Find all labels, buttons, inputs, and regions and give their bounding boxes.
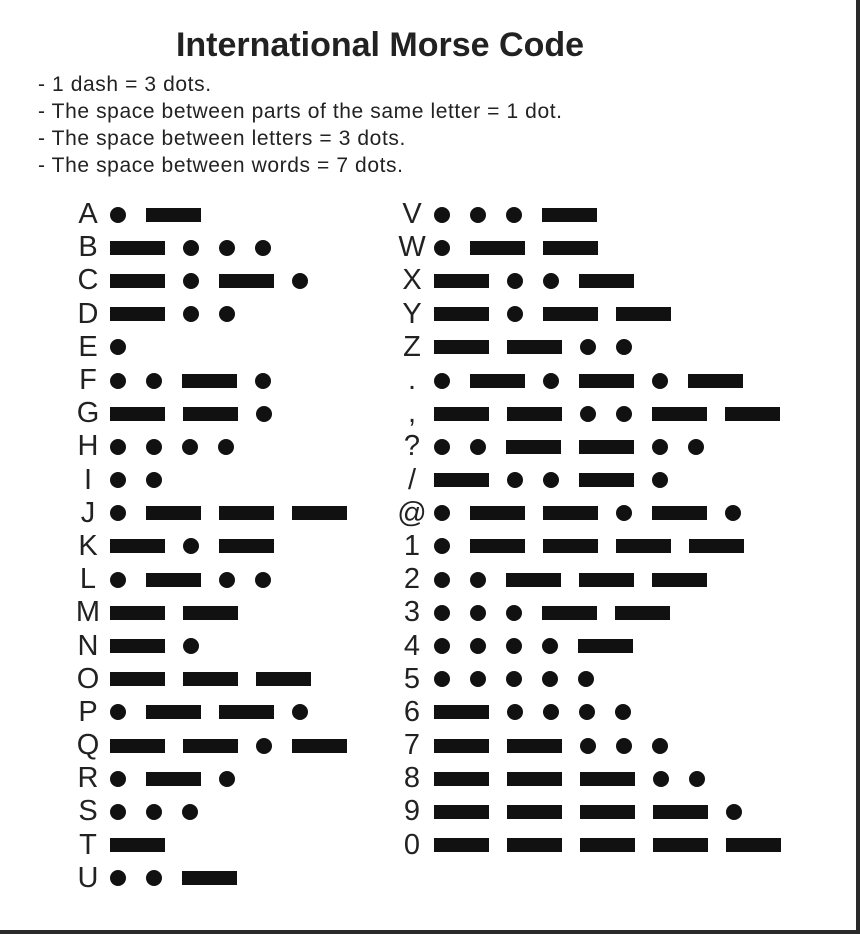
morse-code-sequence — [434, 464, 688, 497]
morse-dash — [543, 241, 598, 255]
note-line: - 1 dash = 3 dots. — [38, 73, 212, 96]
morse-row — [66, 464, 365, 497]
morse-dash — [507, 805, 562, 819]
morse-row — [390, 563, 799, 596]
morse-dot — [653, 771, 669, 787]
morse-code-sequence — [434, 331, 652, 364]
morse-symbol: 8 — [403, 762, 421, 795]
morse-symbol: B — [78, 231, 98, 264]
morse-dash — [256, 672, 311, 686]
morse-row — [66, 298, 365, 331]
morse-dash — [434, 407, 489, 421]
right-code-column — [390, 198, 799, 862]
morse-dash — [110, 739, 165, 753]
morse-dash — [182, 374, 237, 388]
morse-symbol: 3 — [403, 596, 421, 629]
morse-dash — [219, 705, 274, 719]
morse-code-sequence — [110, 829, 183, 862]
morse-dash — [543, 307, 598, 321]
morse-dash — [579, 274, 634, 288]
morse-dot — [146, 439, 162, 455]
morse-dash — [507, 772, 562, 786]
morse-dot — [580, 339, 596, 355]
morse-dot — [146, 472, 162, 488]
morse-dash — [542, 606, 597, 620]
morse-dot — [292, 704, 308, 720]
morse-symbol: A — [78, 198, 98, 231]
morse-dash — [110, 274, 165, 288]
morse-row — [390, 530, 799, 563]
morse-dot — [543, 273, 559, 289]
morse-code-sequence — [434, 231, 616, 264]
morse-row — [390, 430, 799, 463]
morse-dash — [146, 705, 201, 719]
morse-code-sequence — [110, 762, 255, 795]
morse-dot — [652, 738, 668, 754]
morse-symbol: C — [77, 264, 99, 297]
morse-dash — [507, 340, 562, 354]
morse-code-sequence — [434, 795, 762, 828]
morse-row — [66, 862, 365, 895]
morse-row — [66, 530, 365, 563]
morse-symbol: 9 — [403, 795, 421, 828]
morse-symbol: O — [76, 662, 100, 695]
morse-dash — [434, 805, 489, 819]
morse-symbol: W — [398, 231, 426, 264]
morse-dot — [470, 572, 486, 588]
morse-dash — [726, 838, 781, 852]
morse-dot — [506, 207, 522, 223]
morse-symbol: V — [402, 198, 422, 231]
morse-row — [390, 663, 799, 696]
morse-row — [66, 795, 365, 828]
morse-code-sequence — [434, 298, 689, 331]
morse-dot — [689, 771, 705, 787]
morse-dot — [183, 273, 199, 289]
morse-code-sequence — [434, 430, 724, 463]
morse-dot — [146, 373, 162, 389]
morse-dot — [292, 273, 308, 289]
morse-code-sequence — [434, 596, 688, 629]
morse-dash — [146, 772, 201, 786]
morse-dot — [110, 472, 126, 488]
morse-row — [66, 231, 365, 264]
morse-symbol: , — [407, 397, 417, 430]
morse-dot — [506, 605, 522, 621]
morse-row — [390, 629, 799, 662]
morse-symbol: 7 — [403, 729, 421, 762]
notes-list — [38, 71, 563, 179]
morse-symbol: I — [83, 463, 93, 496]
morse-dash — [146, 573, 201, 587]
morse-dash — [615, 606, 670, 620]
morse-dash — [219, 274, 274, 288]
morse-dot — [110, 373, 126, 389]
morse-dot — [470, 638, 486, 654]
morse-symbol: N — [77, 629, 99, 662]
morse-symbol: G — [76, 397, 100, 430]
morse-symbol: S — [78, 795, 98, 828]
morse-dot — [688, 439, 704, 455]
morse-dot — [183, 240, 199, 256]
morse-code-sequence — [110, 596, 256, 629]
morse-dot — [183, 306, 199, 322]
morse-dash — [219, 539, 274, 553]
morse-dash — [110, 539, 165, 553]
morse-dot — [110, 339, 126, 355]
morse-symbol: M — [75, 596, 101, 629]
morse-dot — [506, 638, 522, 654]
morse-dot — [110, 804, 126, 820]
morse-row — [66, 729, 365, 762]
morse-row — [390, 829, 799, 862]
left-code-column — [66, 198, 365, 895]
morse-dot — [616, 738, 632, 754]
note-line: - The space between parts of the same letter = 1 dot. — [38, 100, 563, 123]
morse-dash — [580, 838, 635, 852]
morse-dash — [219, 506, 274, 520]
morse-dash — [506, 440, 561, 454]
morse-dot — [579, 704, 595, 720]
morse-symbol: T — [79, 828, 97, 861]
morse-dot — [470, 439, 486, 455]
morse-symbol: X — [402, 264, 422, 297]
morse-dot — [434, 439, 450, 455]
morse-dash — [653, 838, 708, 852]
morse-dash — [434, 473, 489, 487]
morse-code-sequence — [110, 729, 365, 762]
morse-dot — [506, 671, 522, 687]
morse-dash — [470, 506, 525, 520]
morse-dot — [652, 439, 668, 455]
morse-row — [66, 629, 365, 662]
morse-dash — [110, 241, 165, 255]
morse-row — [66, 331, 365, 364]
morse-code-sequence — [434, 264, 652, 297]
morse-dash — [507, 838, 562, 852]
morse-dot — [543, 704, 559, 720]
morse-dash — [470, 374, 525, 388]
morse-dot — [616, 505, 632, 521]
morse-dot — [434, 373, 450, 389]
morse-code-sequence — [434, 397, 798, 430]
morse-dash — [434, 772, 489, 786]
morse-dot — [434, 207, 450, 223]
morse-row — [66, 264, 365, 297]
morse-symbol: Z — [403, 330, 421, 363]
morse-dot — [434, 505, 450, 521]
morse-dot — [543, 373, 559, 389]
morse-code-sequence — [110, 563, 291, 596]
morse-symbol: Y — [402, 297, 422, 330]
morse-row — [66, 696, 365, 729]
morse-row — [66, 198, 365, 231]
morse-row — [390, 231, 799, 264]
note-line: - The space between letters = 3 dots. — [38, 127, 406, 150]
morse-dot — [255, 240, 271, 256]
morse-dash — [579, 440, 634, 454]
morse-dot — [434, 240, 450, 256]
morse-dot — [110, 572, 126, 588]
morse-dot — [507, 273, 523, 289]
morse-dot — [146, 804, 162, 820]
morse-dash — [652, 573, 707, 587]
morse-dash — [110, 407, 165, 421]
morse-symbol: @ — [397, 496, 427, 529]
morse-dash — [110, 307, 165, 321]
morse-dot — [183, 638, 199, 654]
note-line: - The space between words = 7 dots. — [38, 154, 404, 177]
morse-dot — [470, 605, 486, 621]
morse-dot — [580, 738, 596, 754]
morse-code-sequence — [434, 198, 615, 231]
page-border-right — [856, 0, 860, 934]
morse-symbol: H — [77, 430, 99, 463]
morse-dash — [580, 772, 635, 786]
morse-dot — [470, 671, 486, 687]
morse-dash — [292, 506, 347, 520]
morse-dash — [183, 407, 238, 421]
morse-row — [390, 264, 799, 297]
morse-symbol: U — [77, 861, 99, 894]
morse-symbol: P — [78, 695, 98, 728]
morse-dot — [110, 704, 126, 720]
morse-row — [390, 331, 799, 364]
morse-dot — [507, 704, 523, 720]
morse-row — [66, 364, 365, 397]
morse-dash — [183, 739, 238, 753]
morse-dot — [256, 406, 272, 422]
morse-dash — [434, 838, 489, 852]
morse-dot — [507, 306, 523, 322]
morse-row — [390, 464, 799, 497]
morse-dot — [219, 771, 235, 787]
morse-symbol: . — [407, 364, 417, 397]
morse-dash — [110, 606, 165, 620]
morse-code-sequence — [110, 464, 182, 497]
morse-dot — [434, 638, 450, 654]
morse-dot — [146, 870, 162, 886]
morse-symbol: 1 — [403, 529, 421, 562]
morse-symbol: 6 — [403, 695, 421, 728]
morse-row — [66, 762, 365, 795]
morse-row — [66, 663, 365, 696]
morse-code-sequence — [110, 198, 219, 231]
morse-code-sequence — [110, 264, 328, 297]
morse-dot — [542, 638, 558, 654]
morse-dash — [652, 506, 707, 520]
morse-dot — [616, 339, 632, 355]
morse-symbol: J — [80, 496, 96, 529]
morse-symbol: F — [79, 364, 97, 397]
morse-code-sequence — [110, 630, 219, 663]
morse-row — [66, 596, 365, 629]
morse-code-sequence — [434, 762, 725, 795]
morse-code-sequence — [110, 364, 291, 397]
morse-code-sequence — [110, 430, 254, 463]
morse-dot — [219, 572, 235, 588]
morse-dash — [470, 241, 525, 255]
morse-dot — [110, 439, 126, 455]
morse-dash — [578, 639, 633, 653]
morse-code-sequence — [110, 530, 292, 563]
morse-dash — [434, 739, 489, 753]
morse-dot — [616, 406, 632, 422]
morse-dash — [182, 871, 237, 885]
morse-dash — [434, 274, 489, 288]
morse-dash — [434, 307, 489, 321]
morse-dot — [652, 472, 668, 488]
morse-symbol: ? — [403, 430, 421, 463]
morse-dash — [434, 705, 489, 719]
morse-dot — [543, 472, 559, 488]
morse-code-sequence — [434, 729, 688, 762]
morse-code-sequence — [110, 497, 365, 530]
morse-row — [390, 198, 799, 231]
morse-code-sequence — [434, 663, 614, 696]
morse-code-sequence — [434, 497, 761, 530]
morse-row — [390, 364, 799, 397]
morse-dash — [653, 805, 708, 819]
morse-dot — [219, 240, 235, 256]
morse-row — [390, 596, 799, 629]
morse-code-sequence — [434, 829, 799, 862]
morse-code-sequence — [110, 795, 218, 828]
morse-dash — [292, 739, 347, 753]
morse-dash — [506, 573, 561, 587]
morse-dot — [578, 671, 594, 687]
morse-dot — [110, 505, 126, 521]
morse-code-sequence — [434, 563, 725, 596]
morse-row — [66, 829, 365, 862]
morse-code-sequence — [110, 397, 292, 430]
morse-dash — [689, 539, 744, 553]
morse-row — [66, 563, 365, 596]
morse-row — [390, 729, 799, 762]
morse-dot — [255, 572, 271, 588]
morse-code-sequence — [110, 331, 146, 364]
morse-code-sequence — [434, 630, 651, 663]
morse-dash — [507, 739, 562, 753]
morse-dot — [182, 804, 198, 820]
morse-dash — [434, 340, 489, 354]
morse-row — [390, 696, 799, 729]
morse-symbol: 0 — [403, 828, 421, 861]
morse-dot — [110, 771, 126, 787]
morse-dot — [218, 439, 234, 455]
morse-symbol: 2 — [403, 563, 421, 596]
morse-dot — [182, 439, 198, 455]
morse-row — [390, 497, 799, 530]
morse-dot — [434, 605, 450, 621]
morse-dash — [146, 506, 201, 520]
morse-symbol: K — [78, 529, 98, 562]
morse-dash — [725, 407, 780, 421]
morse-dash — [110, 672, 165, 686]
morse-dot — [434, 671, 450, 687]
morse-dash — [507, 407, 562, 421]
morse-dash — [543, 539, 598, 553]
morse-dot — [507, 472, 523, 488]
morse-row — [390, 762, 799, 795]
page-title: International Morse Code — [175, 26, 585, 64]
morse-code-sequence — [110, 696, 328, 729]
morse-row — [390, 397, 799, 430]
morse-symbol: 4 — [403, 629, 421, 662]
morse-dot — [470, 207, 486, 223]
morse-dash — [652, 407, 707, 421]
morse-dot — [256, 738, 272, 754]
morse-dot — [652, 373, 668, 389]
morse-dot — [255, 373, 271, 389]
morse-code-sequence — [110, 298, 255, 331]
page-border-bottom — [0, 930, 860, 934]
morse-symbol: 5 — [403, 662, 421, 695]
morse-code-sequence — [434, 696, 651, 729]
morse-dash — [579, 473, 634, 487]
morse-code-sequence — [434, 530, 762, 563]
morse-dot — [726, 804, 742, 820]
morse-dot — [580, 406, 596, 422]
morse-dash — [580, 805, 635, 819]
morse-row — [390, 795, 799, 828]
morse-code-sequence — [110, 862, 255, 895]
morse-row — [66, 497, 365, 530]
morse-row — [66, 430, 365, 463]
morse-dash — [470, 539, 525, 553]
morse-dot — [725, 505, 741, 521]
morse-dot — [434, 572, 450, 588]
morse-dot — [219, 306, 235, 322]
morse-code-sequence — [110, 231, 291, 264]
morse-symbol: Q — [76, 729, 100, 762]
morse-symbol: / — [407, 463, 417, 496]
morse-dash — [146, 208, 201, 222]
morse-symbol: D — [77, 297, 99, 330]
morse-dot — [110, 207, 126, 223]
morse-dot — [110, 870, 126, 886]
morse-code-sequence — [434, 364, 761, 397]
morse-dash — [183, 606, 238, 620]
morse-dash — [616, 539, 671, 553]
morse-dash — [579, 573, 634, 587]
morse-code-sequence — [110, 663, 329, 696]
morse-symbol: L — [79, 563, 97, 596]
morse-dot — [615, 704, 631, 720]
morse-dash — [542, 208, 597, 222]
morse-row — [390, 298, 799, 331]
morse-dash — [616, 307, 671, 321]
morse-row — [66, 397, 365, 430]
morse-dash — [579, 374, 634, 388]
morse-dash — [688, 374, 743, 388]
morse-dot — [183, 538, 199, 554]
morse-symbol: E — [78, 330, 98, 363]
morse-dash — [110, 639, 165, 653]
morse-dash — [183, 672, 238, 686]
morse-symbol: R — [77, 762, 99, 795]
morse-dot — [542, 671, 558, 687]
morse-dot — [434, 538, 450, 554]
morse-dash — [543, 506, 598, 520]
morse-dash — [110, 838, 165, 852]
